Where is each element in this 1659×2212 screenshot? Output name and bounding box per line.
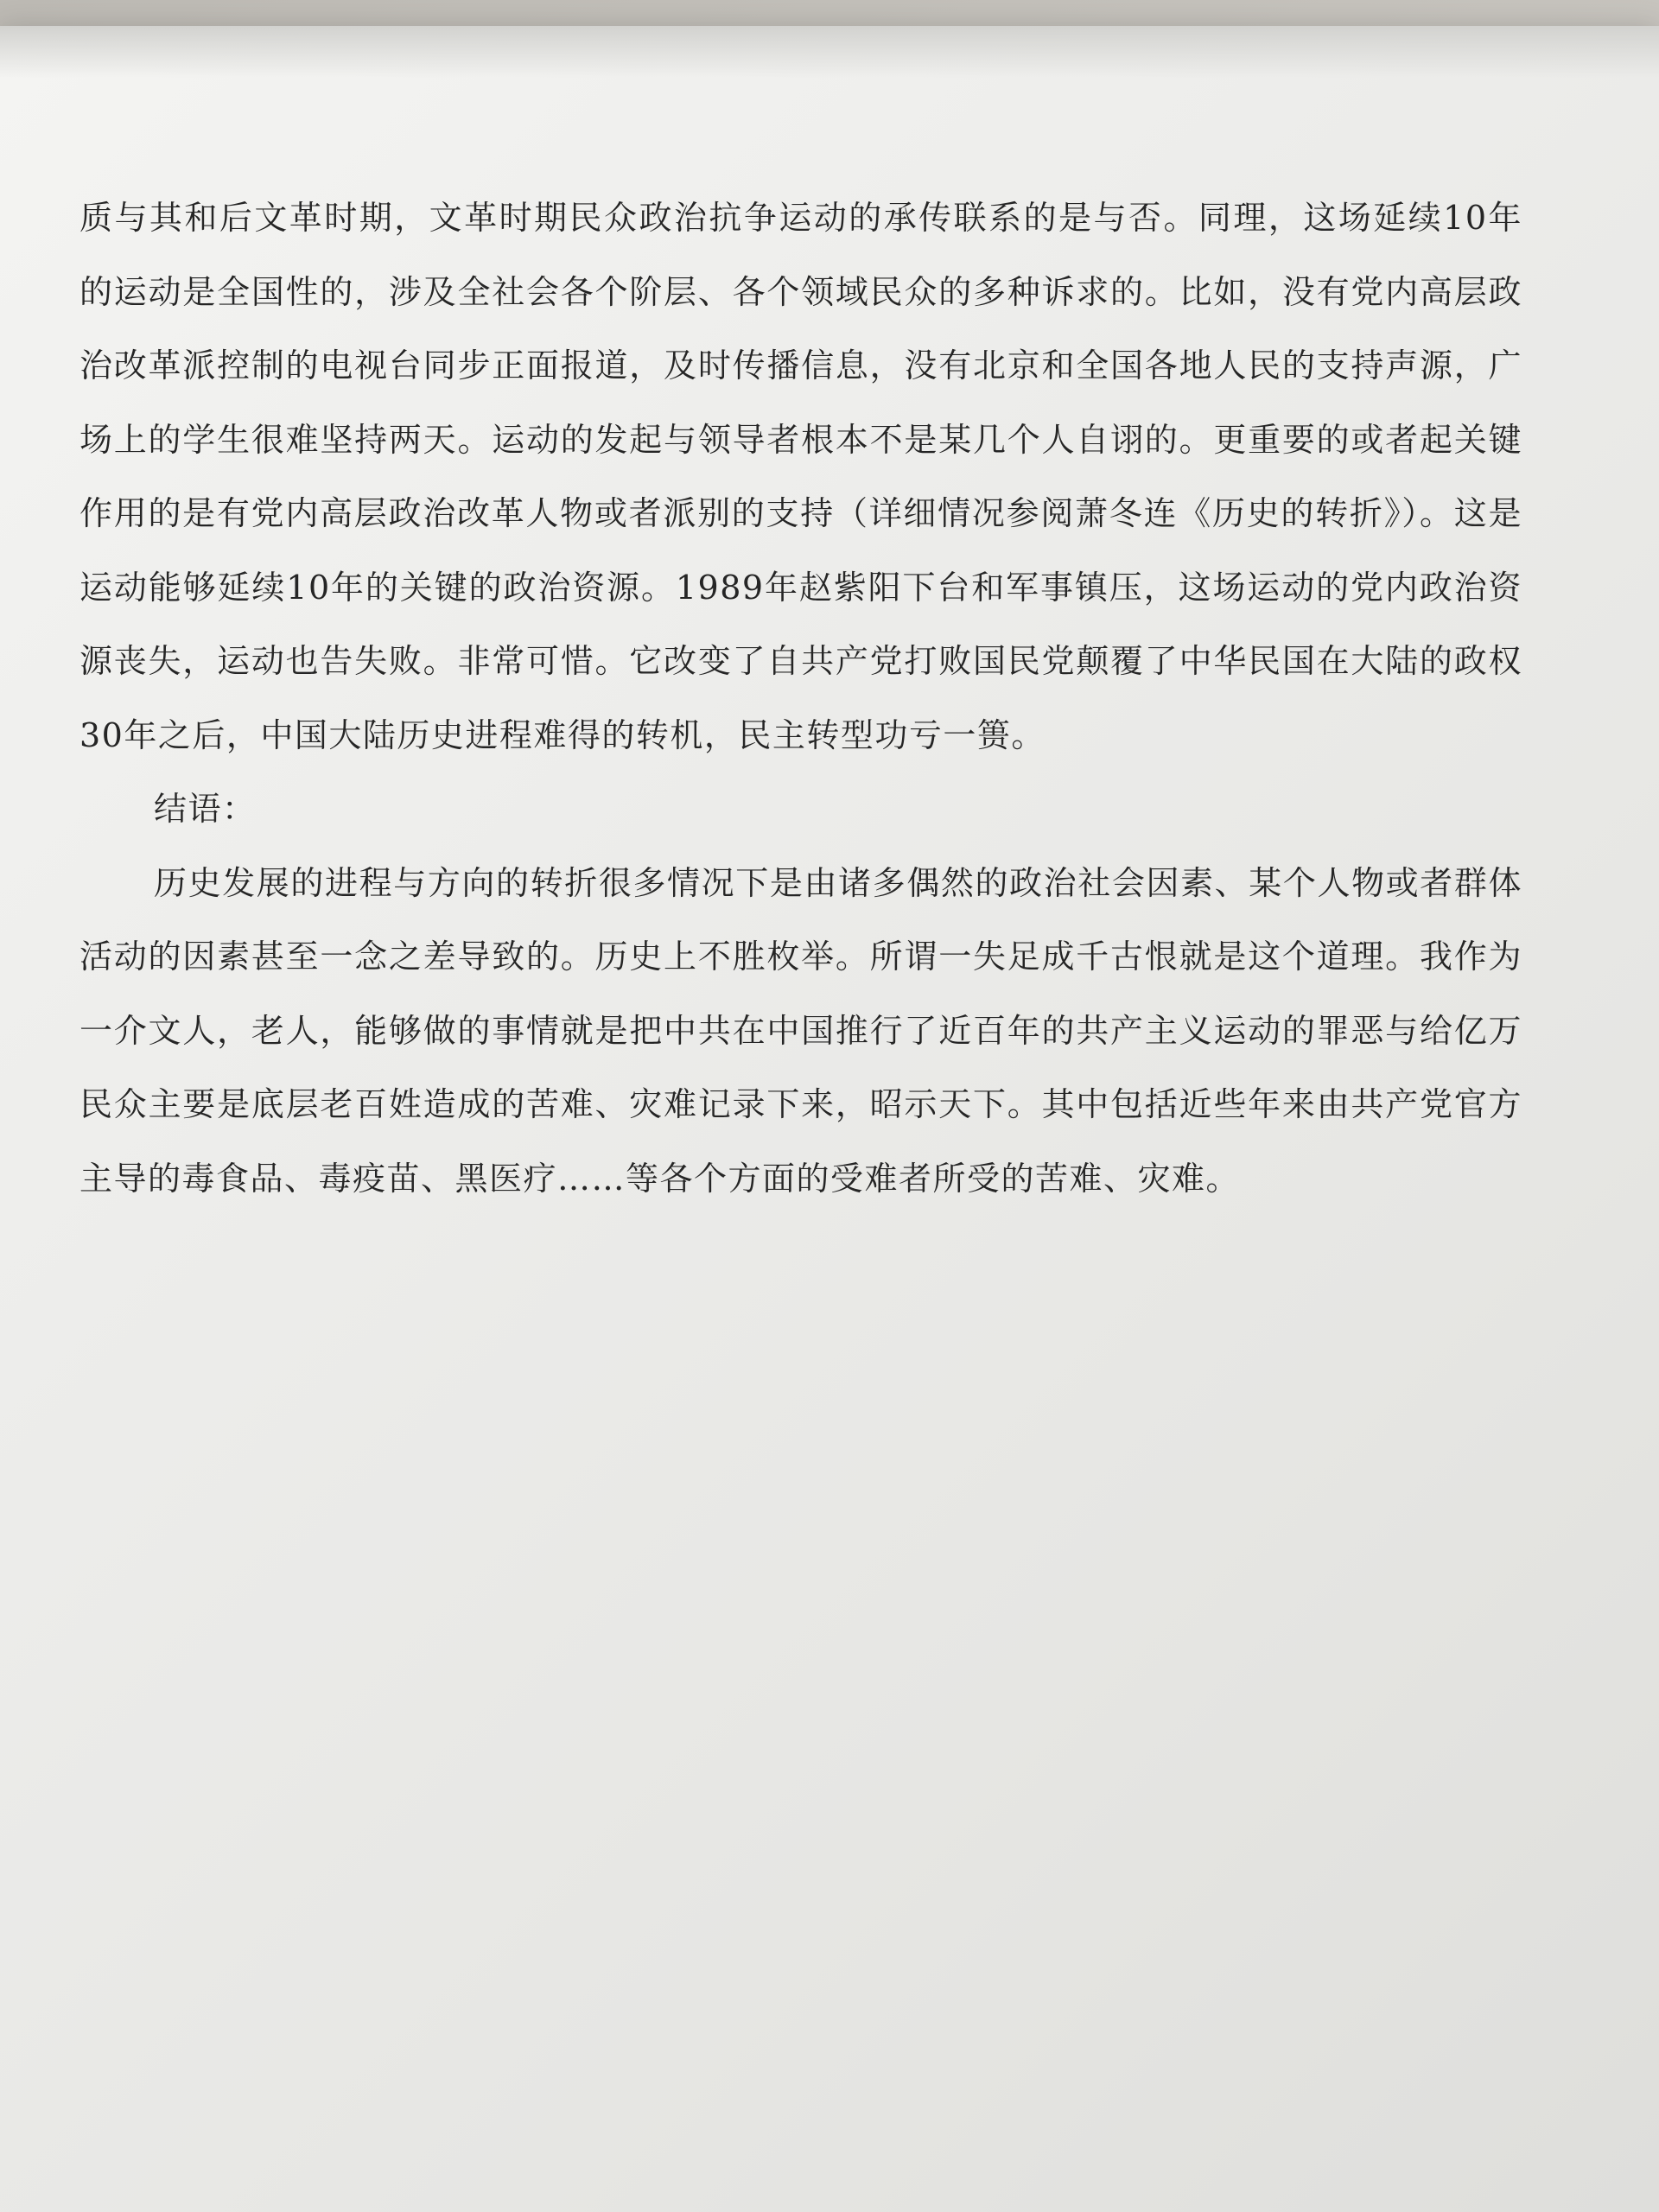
paragraph-conclusion-body: 历史发展的进程与方向的转折很多情况下是由诸多偶然的政治社会因素、某个人物或者群体活动的因素甚至一念之差导致的。历史上不胜枚举。所谓一失足成千古恨就是这个道理。我作为一介文人，老人，能够做的事情就是把中共在中国推行了近百年的共产主义运动的罪恶与给亿万民众主要是底层老百姓造成的苦难、灾难记录下来，昭示天下。其中包括近些年来由共产党官方主导的毒食品、毒疫苗、黑医疗……等各个方面的受难者所受的苦难、灾难。: [79, 863, 1522, 1198]
paragraph-body-continuation: 质与其和后文革时期，文革时期民众政治抗争运动的承传联系的是与否。同理，这场延续10年的运动是全国性的，涉及全社会各个阶层、各个领域民众的多种诉求的。比如，没有党内高层政治改革派控制的电视台同步正面报道，及时传播信息，没有北京和全国各地人民的支持声源，广场上的学生很难坚持两天。运动的发起与领导者根本不是某几个人自诩的。更重要的或者起关键作用的是有党内高层政治改革人物或者派别的支持（详细情况参阅萧冬连《历史的转折》）。这是运动能够延续10年的关键的政治资源。1989年赵紫阳下台和军事镇压，这场运动的党内政治资源丧失，运动也告失败。非常可惜。它改变了自共产党打败国民党颠覆了中华民国在大陆的政权30年之后，中国大陆历史进程难得的转机，民主转型功亏一篑。: [79, 199, 1522, 754]
conclusion-heading: 结语：: [154, 790, 257, 828]
document-text: [79, 181, 1522, 1216]
document-page: [0, 26, 1659, 2212]
page-top-edge: [0, 26, 1659, 78]
